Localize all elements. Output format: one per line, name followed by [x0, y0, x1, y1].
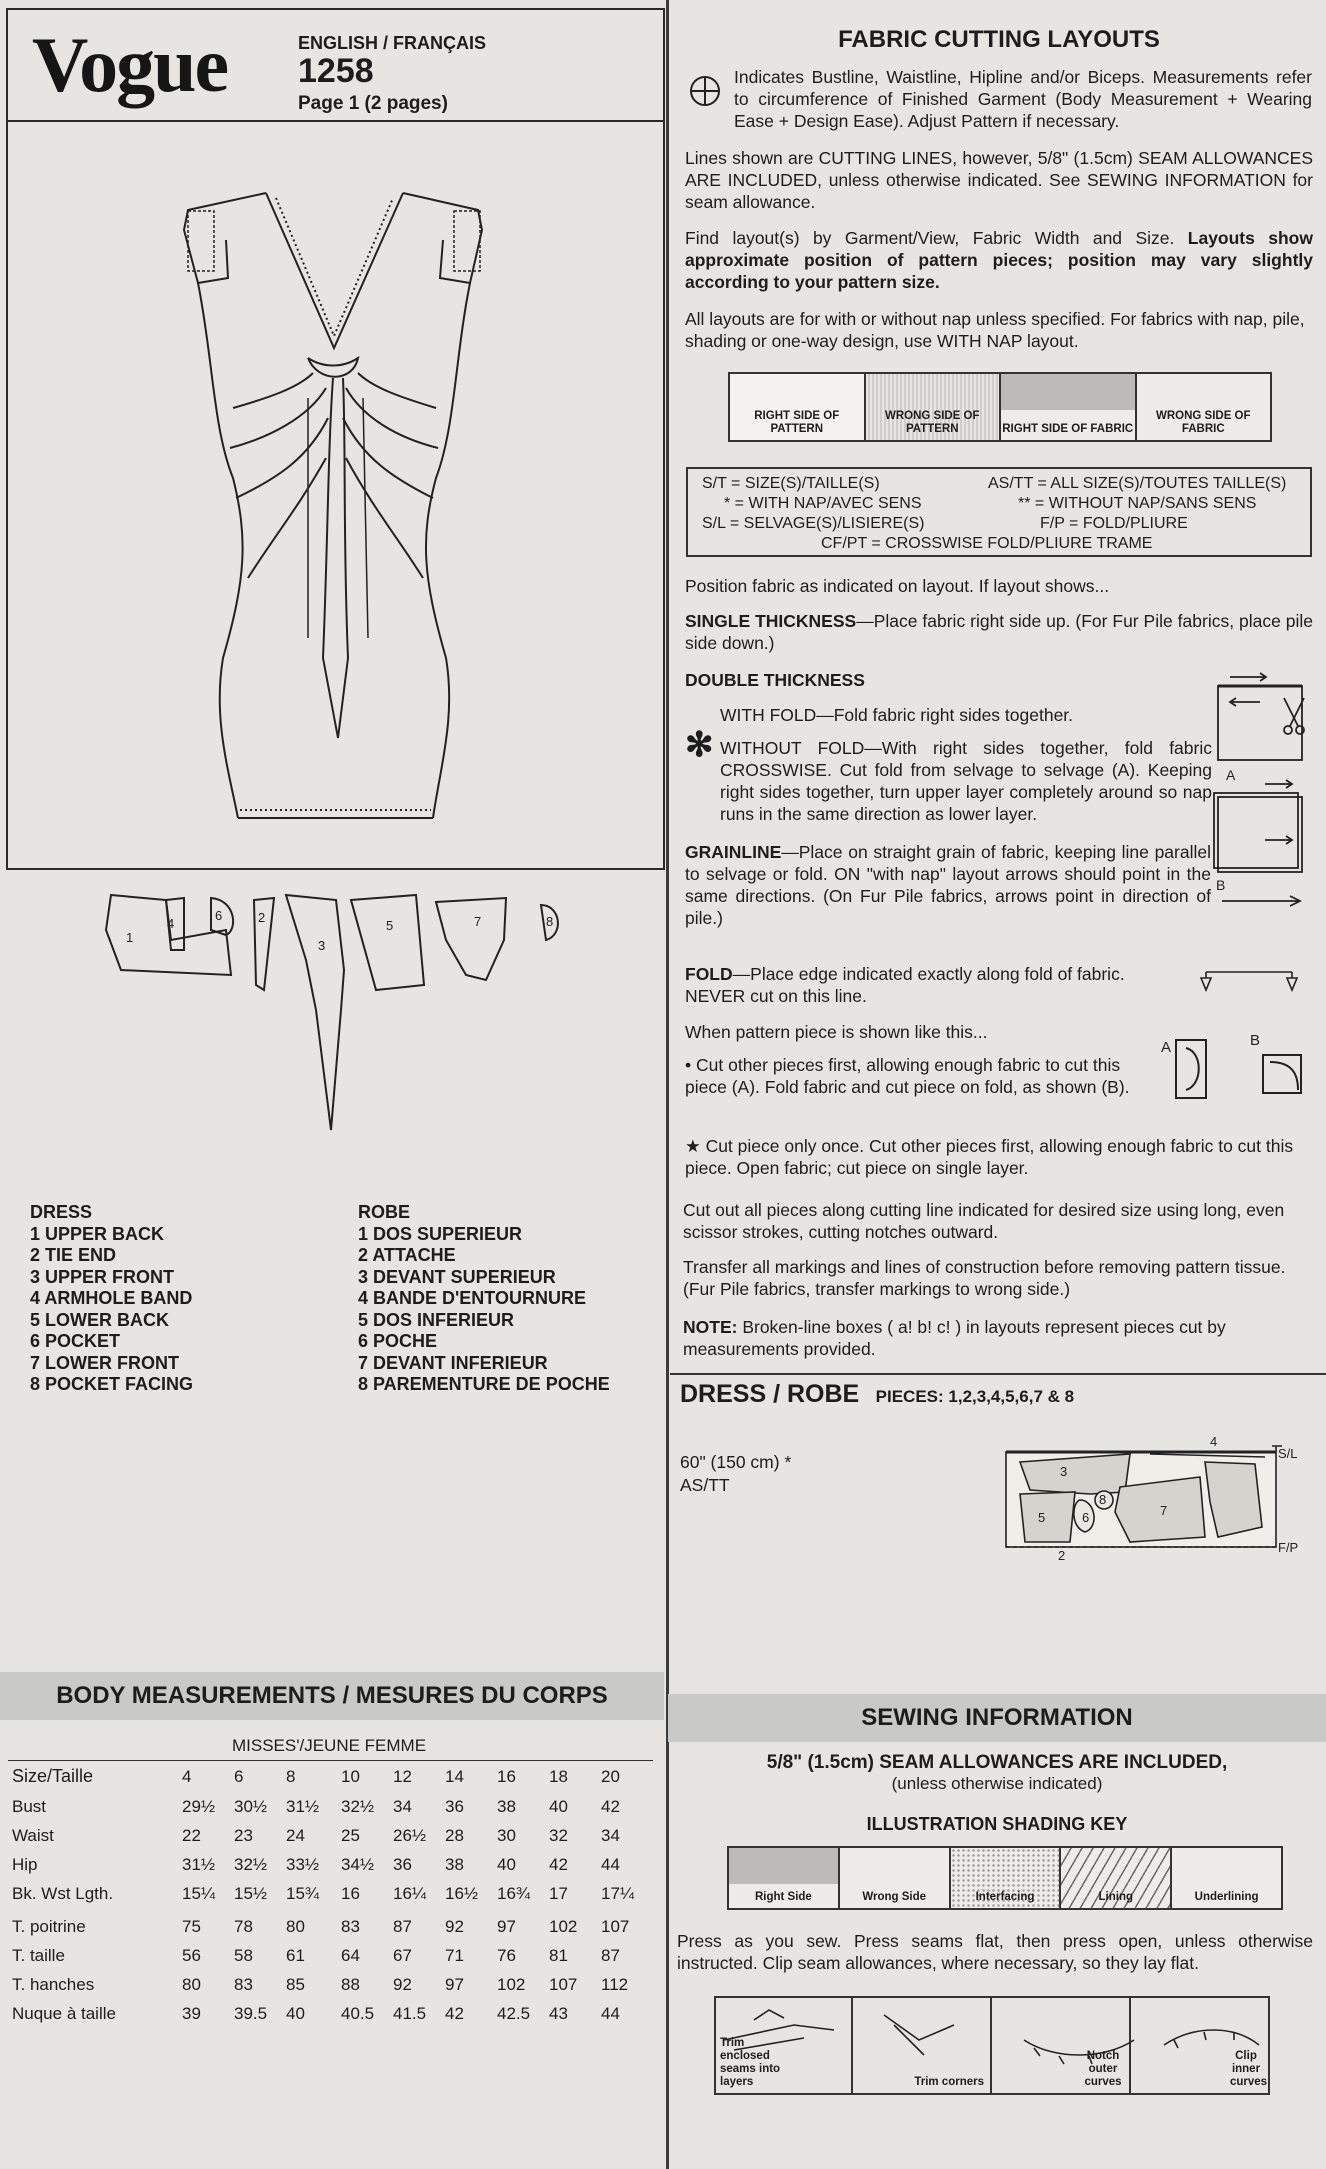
table-cell: 102 [497, 1974, 526, 1994]
table-cell: 102 [549, 1916, 578, 1936]
all-layouts-note: All layouts are for with or without nap unless specified. For fabrics with nap, pile, shading or one-way design, use WITH NAP layout. [685, 309, 1305, 351]
table-cell: 71 [445, 1945, 464, 1965]
piece-num-5: 5 [386, 918, 394, 933]
column-divider [666, 0, 669, 2169]
table-cell: 87 [393, 1916, 412, 1936]
list-title: ROBE [358, 1202, 411, 1222]
table-cell: 44 [601, 1854, 620, 1874]
measurements-body [12, 1792, 641, 2028]
fold-label-a: A [1226, 767, 1236, 783]
table-cell: 38 [445, 1854, 464, 1874]
layout-label-7: 7 [1160, 1503, 1168, 1518]
table-cell: 75 [182, 1916, 201, 1936]
grainline-text: —Place on straight grain of fabric, keeping line parallel to selvage or fold. ON "with nap" layout arrows should point in the same directions. (On Fur Pile fabrics, arrows point in direction of pile.) [685, 842, 1211, 928]
table-cell: 43 [549, 2003, 568, 2023]
table-cell: 42.5 [497, 2003, 531, 2023]
piece-num-2: 2 [258, 910, 266, 925]
table-cell: 20 [601, 1766, 620, 1786]
abbr-center: CF/PT = CROSSWISE FOLD/PLIURE TRAME [821, 535, 1153, 552]
table-cell: 16½ [445, 1883, 479, 1903]
list-item: 5 DOS INFERIEUR [358, 1309, 515, 1330]
row-label: T. hanches [12, 1974, 95, 1994]
abbr-item: AS/TT = ALL SIZE(S)/TOUTES TAILLE(S) [988, 475, 1287, 492]
grainline-label: GRAINLINE [685, 842, 782, 862]
table-cell: 36 [393, 1854, 412, 1874]
table-cell: 12 [393, 1766, 412, 1786]
find-layout [685, 227, 1313, 293]
table-cell: 6 [234, 1766, 244, 1786]
table-cell: 56 [182, 1945, 201, 1965]
asterisk-icon: ✻ [685, 726, 714, 764]
table-cell: 97 [497, 1916, 516, 1936]
table-cell: 26½ [393, 1825, 427, 1845]
crosshair-icon [688, 74, 722, 108]
table-cell: 42 [549, 1854, 568, 1874]
table-cell: 34 [393, 1796, 412, 1816]
key-right-side-fabric: RIGHT SIDE OF FABRIC [1001, 374, 1137, 440]
list-item: 7 LOWER FRONT [30, 1352, 179, 1373]
table-cell: 78 [234, 1916, 253, 1936]
table-cell: 44 [601, 2003, 620, 2023]
table-cell: 25 [341, 1825, 360, 1845]
shading-title: ILLUSTRATION SHADING KEY [866, 1814, 1128, 1834]
list-item: 3 DEVANT SUPERIEUR [358, 1266, 556, 1287]
table-cell: 39 [182, 2003, 201, 2023]
fabric-key [728, 372, 1272, 442]
list-item: 7 DEVANT INFERIEUR [358, 1352, 548, 1373]
table-cell: 67 [393, 1945, 412, 1965]
layout-title-text: DRESS / ROBE [680, 1380, 860, 1408]
layout-label-2: 2 [1058, 1548, 1066, 1562]
table-cell: 16 [341, 1883, 360, 1903]
list-item: 2 TIE END [30, 1245, 117, 1265]
table-cell: 61 [286, 1945, 305, 1965]
when-shown: When pattern piece is shown like this... [685, 1022, 988, 1042]
key-right-side-pattern: RIGHT SIDE OF PATTERN [730, 374, 866, 440]
abbr-item: * = WITH NAP/AVEC SENS [724, 495, 922, 512]
table-cell: 14 [445, 1766, 464, 1786]
nap-note [683, 1316, 1313, 1360]
seam-sub: (unless otherwise indicated) [891, 1774, 1103, 1793]
layout-label-6: 6 [1082, 1510, 1090, 1525]
piece-label-b: B [1250, 1032, 1261, 1049]
table-cell: 41.5 [393, 2003, 427, 2023]
table-cell: 36 [445, 1796, 464, 1816]
row-label: Hip [12, 1854, 38, 1874]
piece-num-8: 8 [546, 914, 554, 929]
table-cell: 28 [445, 1825, 464, 1845]
sewing-tips-drawings [714, 2000, 1266, 2070]
fold-piece-diagram [1158, 1030, 1308, 1110]
fold-note [685, 963, 1185, 1007]
table-cell: 4 [182, 1766, 192, 1786]
bust-note: Indicates Bustline, Waistline, Hipline and/or Biceps. Measurements refer to circumference of Finished Garment (Body Measurement + Wearing Ease + Design Ease). Adjust Pattern if necessary. [734, 67, 1312, 131]
tip-label: Trim corners [914, 2076, 984, 2088]
table-cell: 10 [341, 1766, 360, 1786]
list-item: 5 LOWER BACK [30, 1309, 169, 1330]
shade-interfacing: Interfacing [951, 1848, 1062, 1908]
layout-label-5: 5 [1038, 1510, 1046, 1525]
table-row [12, 1792, 641, 1821]
table-cell: 64 [341, 1945, 360, 1965]
table-cell: 107 [601, 1916, 630, 1936]
table-row [12, 1908, 641, 1941]
double-label: DOUBLE THICKNESS [685, 670, 865, 690]
layout-width: 60" (150 cm) * [680, 1452, 792, 1472]
star-cut: ★ Cut piece only once. Cut other pieces first, allowing enough fabric to cut this piece. Open fabric; cut piece on single layer. [685, 1136, 1294, 1178]
table-cell: 88 [341, 1974, 360, 1994]
key-wrong-side-fabric: WRONG SIDE OF FABRIC [1137, 374, 1271, 440]
fold-text: —Place edge indicated exactly along fold of fabric. NEVER cut on this line. [685, 964, 1125, 1006]
table-cell: 29½ [182, 1796, 216, 1816]
position-note: Position fabric as indicated on layout. If layout shows... [685, 576, 1110, 596]
layout-label-8: 8 [1099, 1492, 1107, 1507]
piece-5 [351, 895, 424, 990]
fold-diagram [1210, 672, 1320, 892]
list-title: DRESS [30, 1202, 93, 1222]
list-item: 3 UPPER FRONT [30, 1266, 175, 1287]
table-cell: 33½ [286, 1854, 320, 1874]
fold-line-icon [1200, 964, 1300, 994]
piece-num-6: 6 [215, 908, 223, 923]
table-row [12, 1879, 641, 1908]
table-cell: 40 [497, 1854, 516, 1874]
list-item: 6 POCKET [30, 1331, 121, 1351]
cut-out-note: Cut out all pieces along cutting line indicated for desired size using long, even scissor strokes, cutting notches outward. [683, 1200, 1285, 1242]
star-cut-text: Cut piece only once. Cut other pieces first, allowing enough fabric to cut this piece. Open fabric; cut piece on single layer. [685, 1136, 1294, 1178]
piece-num-4: 4 [167, 916, 175, 931]
table-cell: 30 [497, 1825, 516, 1845]
tip-label: Clip inner curves [1230, 2050, 1268, 2088]
table-cell: 17¼ [601, 1883, 635, 1903]
pattern-number: 1258 [298, 52, 374, 90]
table-cell: 80 [182, 1974, 201, 1994]
table-cell: 15½ [234, 1883, 268, 1903]
layout-label-sl: S/L [1278, 1446, 1298, 1461]
table-cell: 34 [601, 1825, 620, 1845]
list-item: 1 DOS SUPERIEUR [358, 1223, 523, 1244]
seam-allowance [668, 1752, 1326, 1794]
table-cell: 40 [286, 2003, 305, 2023]
table-cell: 15¼ [182, 1883, 216, 1903]
line-drawing-box [6, 118, 665, 870]
single-thickness [685, 610, 1313, 654]
fold-label-b: B [1216, 877, 1226, 892]
table-row [12, 1850, 641, 1879]
layout-label-4: 4 [1210, 1434, 1218, 1449]
pattern-pieces-diagram [6, 870, 661, 1170]
without-fold: WITHOUT FOLD—With right sides together, fold fabric CROSSWISE. Cut fold from selvage to selvage (A). Keeping right sides together, turn upper layer completely around so nap runs in the same direction as lower layer. [720, 738, 1212, 824]
shade-underlining: Underlining [1172, 1848, 1281, 1908]
bullet-cut: • Cut other pieces first, allowing enough fabric to cut this piece (A). Fold fabric and cut piece on fold, as shown (B). [685, 1055, 1130, 1097]
layout-rule [670, 1373, 1326, 1375]
table-cell: 85 [286, 1974, 305, 1994]
table-cell: 32 [549, 1825, 568, 1845]
fold-label: FOLD [685, 964, 733, 984]
piece-label-a: A [1161, 1039, 1172, 1056]
single-label: SINGLE THICKNESS [685, 611, 857, 631]
list-item: 4 BANDE D'ENTOURNURE [358, 1288, 586, 1308]
abbreviations-box [686, 467, 1312, 557]
single-text: —Place fabric right side up. (For Fur Pile fabrics, place pile side down.) [685, 611, 1313, 653]
measurements-title: BODY MEASUREMENTS / MESURES DU CORPS [0, 1672, 664, 1720]
measurements-rule [8, 1760, 653, 1761]
layout-label-3: 3 [1060, 1464, 1068, 1479]
table-cell: 81 [549, 1945, 568, 1965]
table-cell: 16 [497, 1766, 516, 1786]
table-cell: 23 [234, 1825, 253, 1845]
table-cell: 92 [445, 1916, 464, 1936]
table-cell: 39.5 [234, 2003, 268, 2023]
piece-num-3: 3 [318, 938, 326, 953]
abbr-right [988, 474, 1286, 534]
find-layout-b: Layouts show approximate position of pattern pieces; position may vary slightly according to your pattern size. [685, 228, 1313, 292]
language-label: ENGLISH / FRANÇAIS [298, 33, 487, 53]
abbr-item: F/P = FOLD/PLIURE [1040, 515, 1188, 532]
piece-7 [436, 898, 506, 980]
piece-3 [286, 895, 344, 1130]
row-label: T. poitrine [12, 1916, 86, 1936]
table-cell: 31½ [182, 1854, 216, 1874]
table-row [12, 1999, 641, 2028]
header-box [6, 8, 665, 122]
cutting-title: FABRIC CUTTING LAYOUTS [838, 26, 1160, 53]
table-cell: 83 [234, 1974, 253, 1994]
table-cell: 32½ [341, 1796, 375, 1816]
table-cell: 16¼ [393, 1883, 427, 1903]
row-label: Nuque à taille [12, 2003, 116, 2023]
table-cell: Size/Taille [12, 1766, 94, 1786]
table-cell: 32½ [234, 1854, 268, 1874]
table-cell: 18 [549, 1766, 568, 1786]
table-cell: 17 [549, 1883, 568, 1903]
shade-right-side: Right Side [729, 1848, 840, 1908]
tip-label: Notch outer curves [1084, 2050, 1122, 2088]
piece-list-english [30, 1202, 193, 1396]
bullet-cut-text: Cut other pieces first, allowing enough fabric to cut this piece (A). Fold fabric and cut piece on fold, as shown (B). [685, 1055, 1130, 1097]
brand-logo: Vogue [32, 21, 228, 108]
key-wrong-side-pattern: WRONG SIDE OF PATTERN [866, 374, 1002, 440]
list-item: 4 ARMHOLE BAND [30, 1288, 193, 1308]
list-item: 6 POCHE [358, 1331, 438, 1351]
find-layout-a: Find layout(s) by Garment/View, Fabric Width and Size. [685, 228, 1175, 248]
table-cell: 76 [497, 1945, 516, 1965]
table-cell: 80 [286, 1916, 305, 1936]
table-cell: 42 [601, 1796, 620, 1816]
piece-list-french [358, 1202, 610, 1396]
table-cell: 42 [445, 2003, 464, 2023]
shade-lining: Lining [1061, 1848, 1172, 1908]
table-cell: 31½ [286, 1796, 320, 1816]
piece-num-7: 7 [474, 914, 482, 929]
list-item: 2 ATTACHE [358, 1245, 456, 1265]
table-cell: 83 [341, 1916, 360, 1936]
row-label: T. taille [12, 1945, 65, 1965]
table-cell: 92 [393, 1974, 412, 1994]
table-cell: 40 [549, 1796, 568, 1816]
row-label: Bk. Wst Lgth. [12, 1883, 114, 1903]
dress-line-drawing [8, 118, 663, 868]
transfer-note: Transfer all markings and lines of construction before removing pattern tissue. (Fur Pile fabrics, transfer markings to wrong side.) [683, 1257, 1286, 1299]
piece-num-1: 1 [126, 930, 134, 945]
press-note: Press as you sew. Press seams flat, then press open, unless otherwise instructed. Clip seam allowances, where necessary, so they lay flat. [677, 1931, 1313, 1973]
table-cell: 58 [234, 1945, 253, 1965]
shading-key [727, 1846, 1283, 1910]
measurements-subtitle: MISSES'/JEUNE FEMME [232, 1736, 427, 1755]
tip-label: Trim enclosed seams into layers [720, 2037, 781, 2088]
row-label: Bust [12, 1796, 47, 1816]
layout-sizes: AS/TT [680, 1475, 730, 1495]
table-row [12, 1970, 641, 1999]
table-cell: 112 [601, 1974, 629, 1994]
table-cell: 16¾ [497, 1883, 531, 1903]
layout-pieces: PIECES: 1,2,3,4,5,6,7 & 8 [875, 1387, 1075, 1406]
layout-label-fp: F/P [1278, 1540, 1299, 1555]
note-label: NOTE: [683, 1317, 738, 1337]
table-cell: 30½ [234, 1796, 268, 1816]
list-item: 8 PAREMENTURE DE POCHE [358, 1374, 610, 1394]
table-row [12, 1821, 641, 1850]
abbr-item: S/L = SELVAGE(S)/LISIERE(S) [702, 515, 925, 532]
list-item: 8 POCKET FACING [30, 1374, 194, 1394]
table-row [12, 1941, 641, 1970]
table-cell: 107 [549, 1974, 578, 1994]
abbr-left [702, 474, 924, 534]
table-cell: 87 [601, 1945, 620, 1965]
page-label: Page 1 (2 pages) [298, 93, 448, 114]
shade-wrong-side: Wrong Side [840, 1848, 951, 1908]
abbr-item: S/T = SIZE(S)/TAILLE(S) [702, 475, 880, 492]
layout-title [680, 1380, 1074, 1409]
note-text: Broken-line boxes ( a! b! c! ) in layouts represent pieces cut by measurements provided. [683, 1317, 1226, 1359]
seam-text: 5/8" (1.5cm) SEAM ALLOWANCES ARE INCLUDED, [766, 1752, 1228, 1773]
cutting-layout-diagram [1000, 1432, 1300, 1562]
measurements-table [12, 1762, 641, 1791]
table-row [12, 1762, 641, 1791]
table-cell: 38 [497, 1796, 516, 1816]
table-cell: 22 [182, 1825, 201, 1845]
lines-note: Lines shown are CUTTING LINES, however, 5/8" (1.5cm) SEAM ALLOWANCES ARE INCLUDED, unless otherwise indicated. See SEWING INFORMATION for seam allowance. [685, 148, 1313, 212]
list-item: 1 UPPER BACK [30, 1223, 165, 1244]
sewing-title: SEWING INFORMATION [668, 1694, 1326, 1742]
table-cell: 24 [286, 1825, 305, 1845]
row-label: Waist [12, 1825, 54, 1845]
table-cell: 97 [445, 1974, 464, 1994]
table-cell: 8 [286, 1766, 296, 1786]
table-cell: 40.5 [341, 2003, 375, 2023]
grainline-arrow-icon [1220, 893, 1305, 913]
table-cell: 15¾ [286, 1883, 320, 1903]
abbr-item: ** = WITHOUT NAP/SANS SENS [1018, 495, 1257, 512]
grainline [685, 841, 1211, 929]
table-cell: 34½ [341, 1854, 375, 1874]
with-fold: WITH FOLD—Fold fabric right sides together. [720, 705, 1074, 725]
